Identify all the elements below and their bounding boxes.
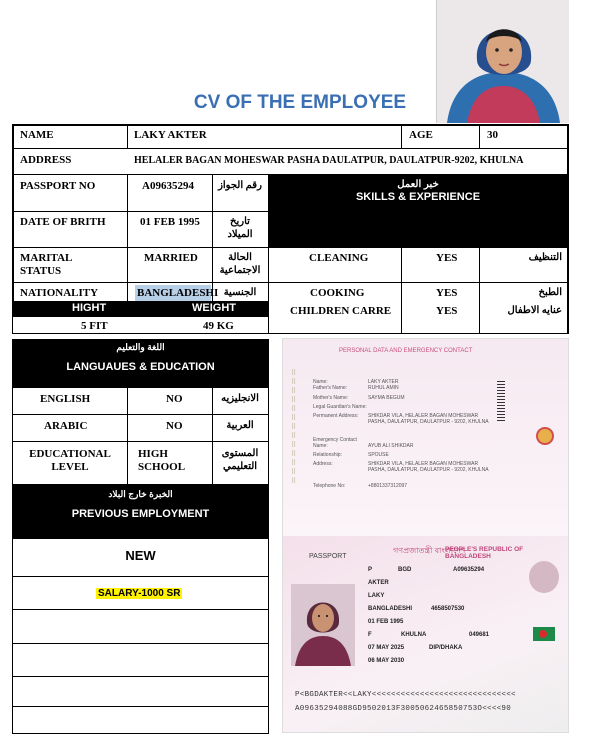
- nationality-value: BANGLADESHI: [135, 285, 211, 302]
- height-weight-values: [12, 316, 269, 334]
- table-border: [12, 441, 269, 442]
- pp-guardian-label: Legal Guardian's Name:: [313, 404, 367, 410]
- pp-country-bn: গণপ্রজাতন্ত্রী বাংলাদেশ: [393, 546, 466, 555]
- cooking-arabic: الطبخ: [538, 287, 562, 298]
- pp-tel-label: Telephone No:: [313, 483, 346, 489]
- page-title: CV OF THE EMPLOYEE: [193, 92, 407, 113]
- skills-arabic: خبر العمل: [397, 179, 439, 190]
- pp-relationship-value: SPOUSE: [368, 452, 389, 458]
- education-arabic: المستوى التعليمي: [221, 448, 259, 472]
- passport-scan: [282, 338, 569, 733]
- table-border: [127, 174, 128, 301]
- cleaning-arabic: التنظيف: [528, 252, 562, 263]
- pp-previous-no: 049681: [469, 632, 490, 638]
- pp-emblem-icon: [536, 427, 554, 445]
- age-value: 30: [487, 129, 498, 141]
- passport-arabic: رقم الجواز: [218, 180, 262, 191]
- pp-relationship-label: Relationship:: [313, 452, 342, 458]
- children-value: YES: [436, 305, 458, 317]
- table-border: [269, 333, 569, 334]
- pp-personal-id: 4658507530: [431, 606, 465, 612]
- pp-code-value: BGD: [398, 567, 412, 573]
- age-label: AGE: [409, 129, 433, 141]
- pp-ghost-image: [529, 561, 559, 593]
- passport-data-header: PERSONAL DATA AND EMERGENCY CONTACT: [339, 348, 473, 354]
- pp-authority: DIP/DHAKA: [429, 645, 463, 651]
- pp-name-value: LAKY AKTER: [368, 379, 399, 385]
- pp-emergency-label: Emergency Contact: [313, 437, 357, 443]
- weight-value: 49 KG: [203, 320, 234, 332]
- pp-address-label: Address:: [313, 461, 333, 467]
- languages-header: [12, 339, 269, 387]
- table-border: [12, 576, 269, 577]
- height-value: 5 FIT: [81, 320, 108, 332]
- pp-ec-name-label: Name:: [313, 443, 328, 449]
- nationality-label: NATIONALITY: [20, 287, 99, 299]
- table-border: [12, 609, 269, 610]
- weight-label: WEIGHT: [192, 302, 236, 314]
- cooking-value: YES: [436, 287, 458, 299]
- height-weight-header: [12, 301, 269, 316]
- previous-employment-value: NEW: [125, 548, 156, 563]
- pp-perm-value: SHIKDAR VILA, HELALER BAGAN MOHESWAR PASHA, DAULATPUR, DAULATPUR - 9202, KHULNA: [368, 413, 489, 425]
- pp-type-value: P: [368, 567, 373, 573]
- dob-arabic: تاريخ الميلاد: [227, 216, 253, 240]
- pp-birthplace: KHULNA: [401, 632, 427, 638]
- children-arabic: عنايه الاطفال: [507, 305, 562, 316]
- arabic-value: NO: [166, 420, 183, 432]
- table-border: [401, 247, 402, 334]
- salary-badge: SALARY-1000 SR: [98, 588, 181, 599]
- name-label: NAME: [20, 129, 54, 141]
- arabic-arabic: العربية: [226, 420, 254, 431]
- pp-mother-label: Mother's Name:: [313, 395, 349, 401]
- skills-header: [269, 175, 567, 247]
- passport-perforation: ⠿ ⠿ ⠿ ⠿ ⠿ ⠿ ⠿ ⠿ ⠿ ⠿ ⠿ ⠿ ⠿: [291, 369, 297, 485]
- name-value: LAKY AKTER: [134, 129, 207, 141]
- pp-mrz-line-1: P<BGDAKTER<<LAKY<<<<<<<<<<<<<<<<<<<<<<<<<<<<<<: [295, 691, 516, 699]
- table-border: [12, 643, 269, 644]
- pp-given: LAKY: [368, 593, 385, 599]
- pp-dob: 01 FEB 1995: [368, 619, 404, 625]
- skills-title: SKILLS & EXPERIENCE: [355, 191, 481, 203]
- table-border: [12, 282, 569, 283]
- table-border: [12, 124, 569, 126]
- address-value: HELALER BAGAN MOHESWAR PASHA DAULATPUR, DAULATPUR-9202, KHULNA: [134, 155, 524, 166]
- pp-photo: [291, 584, 355, 666]
- marital-value: MARRIED: [144, 252, 198, 264]
- english-arabic: الانجليزيه: [221, 393, 259, 404]
- table-border: [12, 414, 269, 415]
- cleaning-value: YES: [436, 252, 458, 264]
- previous-employment-header: [12, 485, 269, 538]
- cooking-label: COOKING: [310, 287, 365, 299]
- pp-ec-name-value: AYUB ALI SHIKDAR: [368, 443, 414, 449]
- pp-name-label: Name:: [313, 379, 328, 385]
- pp-issue-date: 07 MAY 2025: [368, 645, 405, 651]
- pp-type-label: PASSPORT: [309, 553, 347, 560]
- pp-number-value: A09635294: [453, 567, 485, 573]
- table-border: [212, 174, 213, 301]
- previous-title: PREVIOUS EMPLOYMENT: [71, 508, 210, 520]
- pp-mother-value: SAYMA BEGUM: [368, 395, 405, 401]
- pp-flag-icon: [533, 627, 555, 641]
- height-label: HIGHT: [72, 302, 107, 314]
- table-border: [12, 148, 569, 149]
- pp-nationality: BANGLADESHI: [368, 606, 413, 612]
- table-border: [12, 676, 269, 677]
- table-border: [127, 124, 128, 148]
- table-border: [127, 387, 128, 485]
- marital-label: MARITAL STATUS: [20, 252, 72, 277]
- pp-mrz-line-2: A09635294088GD9502013F3005062465850753O<<<<90: [295, 705, 512, 713]
- previous-employment-table: [12, 538, 269, 734]
- education-value: HIGH SCHOOL: [138, 448, 186, 473]
- table-border: [12, 247, 569, 248]
- languages-title: LANGUAUES & EDUCATION: [66, 361, 215, 373]
- table-border: [12, 124, 14, 304]
- pp-tel-value: +8801337312097: [368, 483, 408, 489]
- children-label: CHILDREN CARRE: [290, 305, 392, 317]
- pp-surname: AKTER: [368, 580, 389, 586]
- passport-label: PASSPORT NO: [20, 180, 96, 192]
- nationality-arabic: الجنسية: [223, 287, 257, 298]
- pp-father-value: RUHUL AMIN: [368, 385, 399, 391]
- pp-address-value: SHIKDAR VILA, HELALER BAGAN MOHESWAR PASHA, DAULATPUR, DAULATPUR - 9202, KHULNA: [368, 461, 489, 473]
- table-border: [567, 247, 569, 334]
- pp-country: PEOPLE'S REPUBLIC OF BANGLADESH: [445, 546, 524, 560]
- table-border: [12, 211, 268, 212]
- languages-arabic: اللغة والتعليم: [116, 342, 165, 352]
- table-border: [401, 124, 402, 148]
- table-border: [12, 706, 269, 707]
- pp-sex: F: [368, 632, 372, 638]
- table-border: [479, 124, 480, 148]
- pp-father-label: Father's Name:: [313, 385, 348, 391]
- cleaning-label: CLEANING: [309, 252, 369, 264]
- table-border: [212, 387, 213, 485]
- dob-label: DATE OF BRITH: [20, 216, 106, 228]
- education-label: EDUCATIONAL LEVEL: [29, 448, 111, 473]
- marital-arabic: الحالة الاجتماعية: [219, 252, 261, 276]
- dob-value: 01 FEB 1995: [140, 216, 200, 228]
- english-label: ENGLISH: [40, 393, 91, 405]
- previous-arabic: الخبرة خارج البلاد: [108, 489, 173, 499]
- table-border: [479, 247, 480, 334]
- pp-barcode: [497, 381, 505, 421]
- address-label: ADDRESS: [20, 154, 72, 166]
- employee-photo: [436, 0, 569, 123]
- english-value: NO: [166, 393, 183, 405]
- pp-perm-label: Permanent Address:: [313, 413, 359, 419]
- passport-value: A09635294: [142, 180, 194, 192]
- arabic-label: ARABIC: [44, 420, 88, 432]
- pp-expiry: 06 MAY 2030: [368, 658, 405, 664]
